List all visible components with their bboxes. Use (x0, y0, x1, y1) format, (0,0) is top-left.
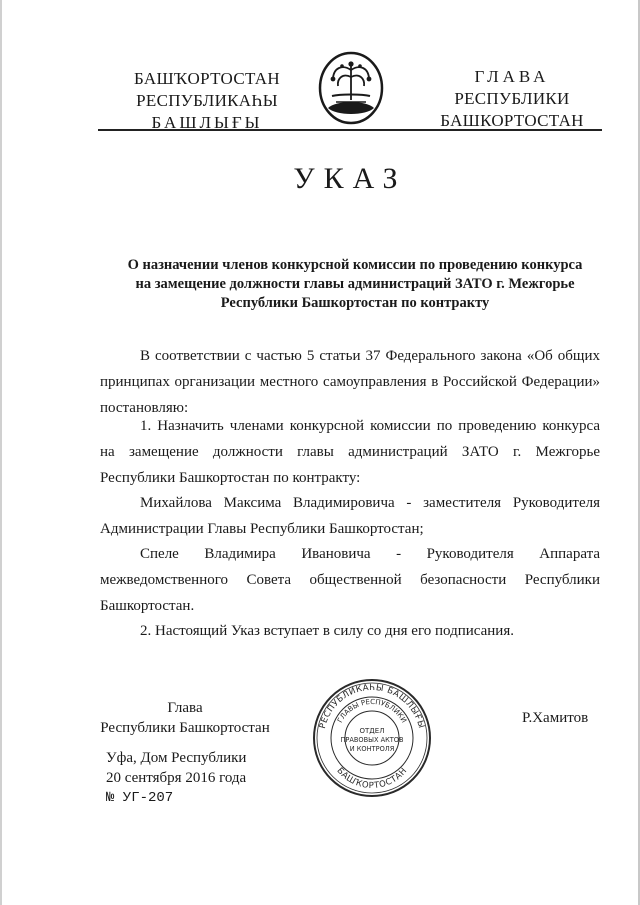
header-left-line-1: БАШҠОРТОСТАН (134, 69, 280, 88)
seal-center-line-2: ПРАВОВЫХ АКТОВ (340, 736, 404, 744)
header-bashkir (112, 68, 302, 134)
header-right-line-1: ГЛАВА (474, 67, 550, 86)
document-title: УКАЗ (293, 162, 407, 195)
seal-center-line-1: ОТДЕЛ (359, 727, 385, 735)
official-seal (310, 676, 434, 800)
subject-line-3: Республики Башкортостан по контракту (220, 295, 490, 311)
header-russian (412, 66, 612, 132)
preamble-paragraph: В соответствии с частью 5 статьи 37 Федерального закона «Об общих принципах организации местного самоуправления в Российской Федерации» постановляю: (100, 348, 600, 416)
header-right-line-2: РЕСПУБЛИКИ (454, 89, 570, 108)
member-2-paragraph: Спеле Владимира Ивановича - Руководителя Аппарата межведомственного Совета общественной безопасности Республики Башкортостан. (100, 546, 600, 614)
header-left-line-3: БАШЛЫҒЫ (151, 113, 263, 132)
header-left-line-2: РЕСПУБЛИКАҺЫ (136, 91, 278, 110)
document-subject (110, 256, 600, 313)
seal-ring-bottom-text: БАШҠОРТОСТАН (334, 765, 410, 792)
issue-city: Уфа, Дом Республики (106, 750, 247, 766)
page-edge-left (0, 0, 2, 905)
subject-line-2: на замещение должности главы администраций ЗАТО г. Межгорье (135, 276, 575, 292)
issue-date: 20 сентября 2016 года (106, 770, 247, 786)
item-2-paragraph: 2. Настоящий Указ вступает в силу со дня его подписания. (140, 623, 514, 639)
seal-center-line-3: И КОНТРОЛЯ (349, 745, 395, 753)
header-right-line-3: БАШКОРТОСТАН (440, 111, 584, 130)
item-1-paragraph: 1. Назначить членами конкурсной комиссии по проведению конкурса на замещение должности главы администраций ЗАТО г. Межгорье Республики Башкортостан по контракту: (100, 418, 600, 486)
issue-number: № УГ-207 (106, 790, 174, 806)
header-divider (98, 129, 602, 131)
issue-details (106, 748, 246, 808)
coat-of-arms-icon (316, 50, 386, 126)
member-1-paragraph: Михайлова Максима Владимировича - заместителя Руководителя Администрации Главы Республики Башкортостан; (100, 495, 600, 537)
seal-ring-inner-text: ГЛАВЫ РЕСПУБЛИКИ (336, 697, 408, 725)
signatory-title (100, 698, 270, 738)
signatory-title-line-2: Республики Башкортостан (100, 720, 270, 736)
signatory-name: Р.Хамитов (522, 710, 589, 726)
subject-line-1: О назначении членов конкурсной комиссии по проведению конкурса (127, 257, 583, 273)
seal-ring-top-text: РЕСПУБЛИКАҺЫ БАШЛЫҒЫ (317, 682, 427, 730)
signatory-title-line-1: Глава (167, 700, 203, 716)
